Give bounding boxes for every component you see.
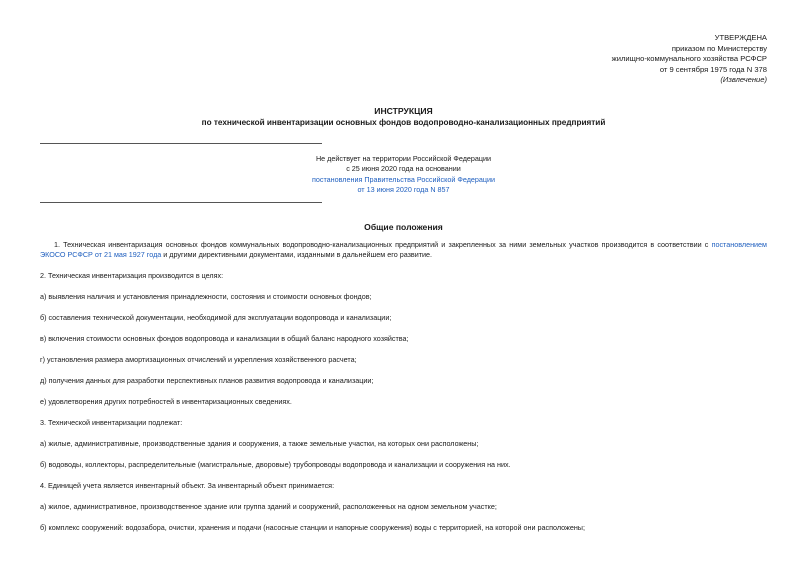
approval-line-1: УТВЕРЖДЕНА	[714, 33, 767, 42]
paragraph-1-text: 1. Техническая инвентаризация основных фондов коммунальных водопроводно-канализационных предприятий и закрепленных за ними земельных участков производится в соответствии с	[54, 240, 712, 249]
list-item: б) водоводы, коллекторы, распределительные (магистральные, дворовые) трубопроводы водопровода и канализации и сооружения на них.	[40, 459, 511, 469]
approval-note: (Извлечение)	[720, 75, 767, 85]
document-title-block	[40, 105, 767, 128]
list-item: б) комплекс сооружений: водозабора, очистки, хранения и подачи (насосные станции и напорные сооружения) воды с территорией, на которой они расположены;	[40, 522, 585, 532]
approval-line-3: жилищно-коммунального хозяйства РСФСР	[611, 54, 767, 64]
document-subtitle: по технической инвентаризации основных фондов водопроводно-канализационных предприятий	[201, 118, 606, 127]
list-item: г) установления размера амортизационных отчислений и укрепления хозяйственного расчета;	[40, 354, 357, 364]
list-item: б) составления технической документации, необходимой для эксплуатации водопровода и канализации;	[40, 312, 392, 322]
approval-stamp	[467, 33, 767, 86]
paragraph: 3. Технической инвентаризации подлежат:	[40, 417, 183, 427]
list-item: в) включения стоимости основных фондов водопровода и канализации в общий баланс народного хозяйства;	[40, 333, 409, 343]
list-item: е) удовлетворения других потребностей в инвентаризационных сведениях.	[40, 396, 292, 406]
paragraph-1-text-after: и другими директивными документами, изданными в дальнейшем его развитие.	[161, 250, 433, 260]
notice-line-2: с 25 июня 2020 года на основании	[346, 164, 461, 174]
list-item: д) получения данных для разработки перспективных планов развития водопровода и канализации;	[40, 375, 374, 385]
paragraph-1-link[interactable]: постановлением ЭКОСО РСФСР от 21 мая 1927 года	[40, 240, 767, 260]
approval-line-4: от 9 сентября 1975 года N 378	[659, 64, 767, 74]
approval-line-2: приказом по Министерству	[671, 43, 767, 53]
paragraph: 4. Единицей учета является инвентарный объект. За инвентарный объект принимается:	[40, 480, 335, 490]
notice-link-date[interactable]: от 13 июня 2020 года N 857	[357, 185, 450, 195]
list-item: а) выявления наличия и установления принадлежности, состояния и стоимости основных фондов;	[40, 291, 372, 301]
paragraph: 2. Техническая инвентаризация производится в целях:	[40, 270, 224, 280]
list-item: а) жилые, административные, производственные здания и сооружения, а также земельные участки, на которых они расположены;	[40, 438, 479, 448]
notice-line-1: Не действует на территории Российской Федерации	[315, 154, 492, 163]
document-body	[40, 240, 767, 544]
divider-top	[40, 143, 322, 144]
document-title: ИНСТРУКЦИЯ	[374, 106, 433, 116]
section-heading: Общие положения	[364, 222, 443, 232]
notice-link-decree[interactable]: постановления Правительства Российской Федерации	[311, 174, 496, 184]
paragraph-1	[40, 240, 767, 261]
divider-bottom	[40, 202, 322, 203]
list-item: а) жилое, административное, производственное здание или группа зданий и сооружений, расположенных на одном земельном участке;	[40, 501, 497, 511]
status-notice	[0, 154, 807, 196]
